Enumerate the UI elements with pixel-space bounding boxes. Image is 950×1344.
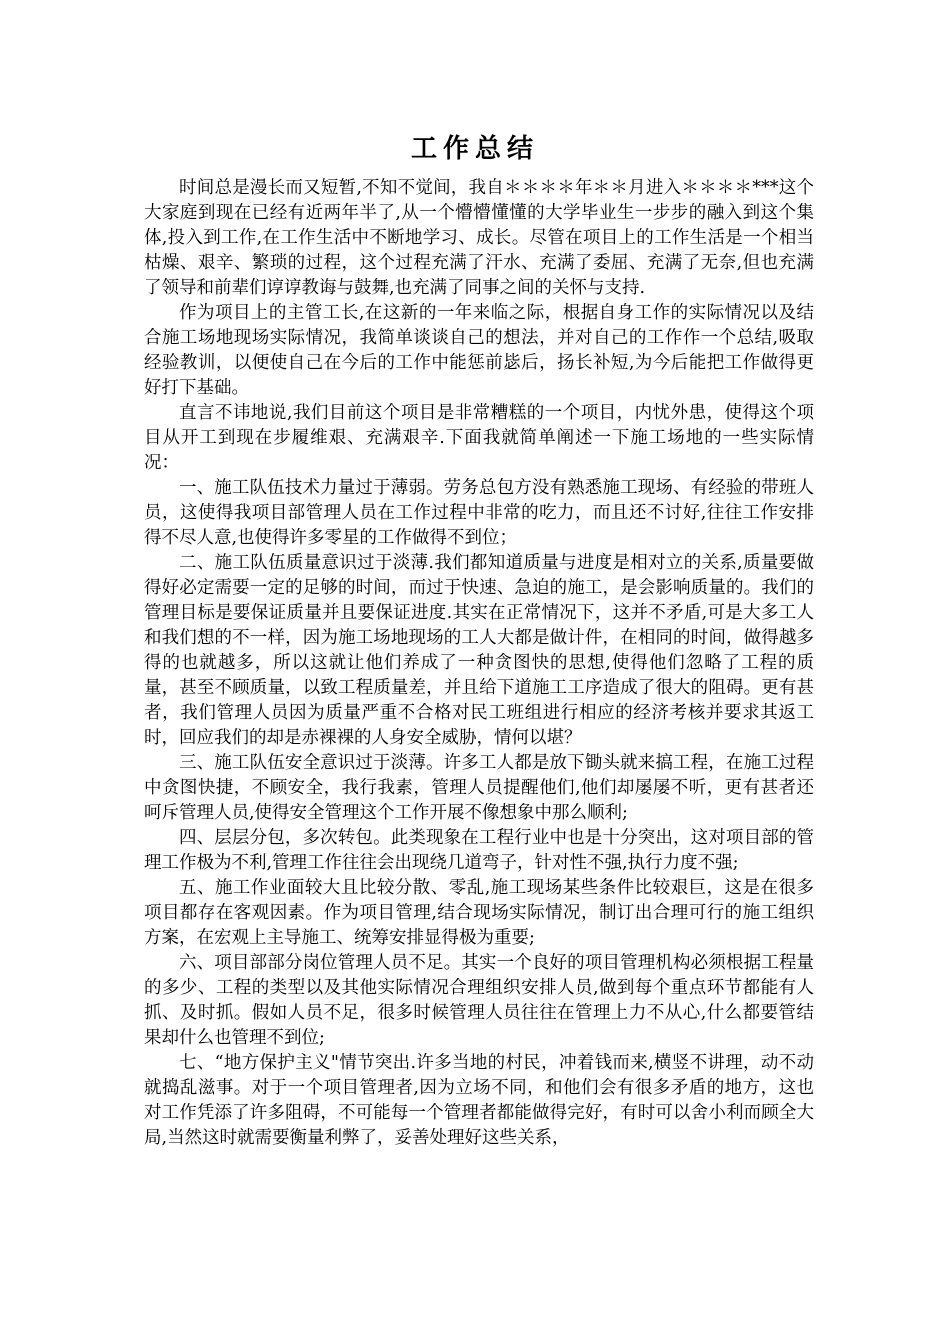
paragraph-1: 时间总是漫长而又短暂,不知不觉间，我自＊＊＊＊年＊＊月进入＊＊＊＊***这个大家庭到现在已经有近两年半了,从一个懵懵懂懂的大学毕业生一步步的融入到这个集体,投入到工作,在工作生活中不断地学习、成长。尽管在项目上的工作生活是一个相当枯燥、艰辛、繁琐的过程，这个过程充满了汗水、充满了委屈、充满了无奈,但也充满了领导和前辈们谆谆教诲与鼓舞,也充满了同事之间的关怀与支持. — [144, 178, 814, 298]
paragraph-4: 一、施工队伍技术力量过于薄弱。劳务总包方没有熟悉施工现场、有经验的带班人员，这使得我项目部管理人员在工作过程中非常的吃力，而且还不讨好,往往工作安排得不尽人意,也使得许多零星的工作做得不到位； — [144, 478, 814, 548]
document-title: 工作总结 — [410, 134, 539, 164]
paragraph-7: 四、层层分包，多次转包。此类现象在工程行业中也是十分突出，这对项目部的管理工作极为不利,管理工作往往会出现绕几道弯子，针对性不强,执行力度不强; — [144, 828, 814, 873]
paragraph-6: 三、施工队伍安全意识过于淡薄。许多工人都是放下锄头就来搞工程，在施工过程中贪图快捷，不顾安全，我行我素，管理人员提醒他们,他们却屡屡不听，更有甚者还呵斥管理人员,使得安全管理这个工作开展不像想象中那么顺利; — [144, 753, 814, 823]
paragraph-8: 五、施工作业面较大且比较分散、零乱,施工现场某些条件比较艰巨，这是在很多项目都存在客观因素。作为项目管理,结合现场实际情况，制订出合理可行的施工组织方案，在宏观上主导施工、统筹安排显得极为重要; — [144, 878, 814, 948]
paragraph-5: 二、施工队伍质量意识过于淡薄.我们都知道质量与进度是相对立的关系,质量要做得好必定需要一定的足够的时间，而过于快速、急迫的施工，是会影响质量的。我们的管理目标是要保证质量并且要保证进度.其实在正常情况下，这并不矛盾,可是大多工人和我们想的不一样，因为施工场地现场的工人大都是做计件，在相同的时间，做得越多得的也就越多，所以这就让他们养成了一种贪图快的思想,使得他们忽略了工程的质量，甚至不顾质量，以致工程质量差，并且给下道施工工序造成了很大的阻碍。更有甚者，我们管理人员因为质量严重不合格对民工班组进行相应的经济考核并要求其返工时，回应我们的却是赤裸裸的人身安全威胁，情何以堪？ — [144, 553, 814, 748]
paragraph-10: 七、“地方保护主义"情节突出.许多当地的村民，冲着钱而来,横竖不讲理，动不动就捣乱滋事。对于一个项目管理者,因为立场不同，和他们会有很多矛盾的地方，这也对工作凭添了许多阻碍，不可能每一个管理者都能做得完好，有时可以舍小利而顾全大局,当然这时就需要衡量利弊了，妥善处理好这些关系， — [144, 1053, 814, 1148]
paragraph-2: 作为项目上的主管工长,在这新的一年来临之际，根据自身工作的实际情况以及结合施工场地现场实际情况，我简单谈谈自己的想法，并对自己的工作作一个总结,吸取经验教训，以便使自己在今后的工作中能惩前毖后，扬长补短,为今后能把工作做得更好打下基础。 — [144, 303, 814, 398]
paragraph-9: 六、项目部部分岗位管理人员不足。其实一个良好的项目管理机构必须根据工程量的多少、工程的类型以及其他实际情况合理组织安排人员,做到每个重点环节都能有人抓、及时抓。假如人员不足，很多时候管理人员往往在管理上力不从心,什么都要管结果却什么也管理不到位; — [144, 953, 814, 1048]
paragraph-3: 直言不讳地说,我们目前这个项目是非常糟糕的一个项目，内忧外患，使得这个项目从开工到现在步履维艰、充满艰辛.下面我就简单阐述一下施工场地的一些实际情况： — [144, 403, 814, 473]
document-body — [144, 176, 814, 1151]
